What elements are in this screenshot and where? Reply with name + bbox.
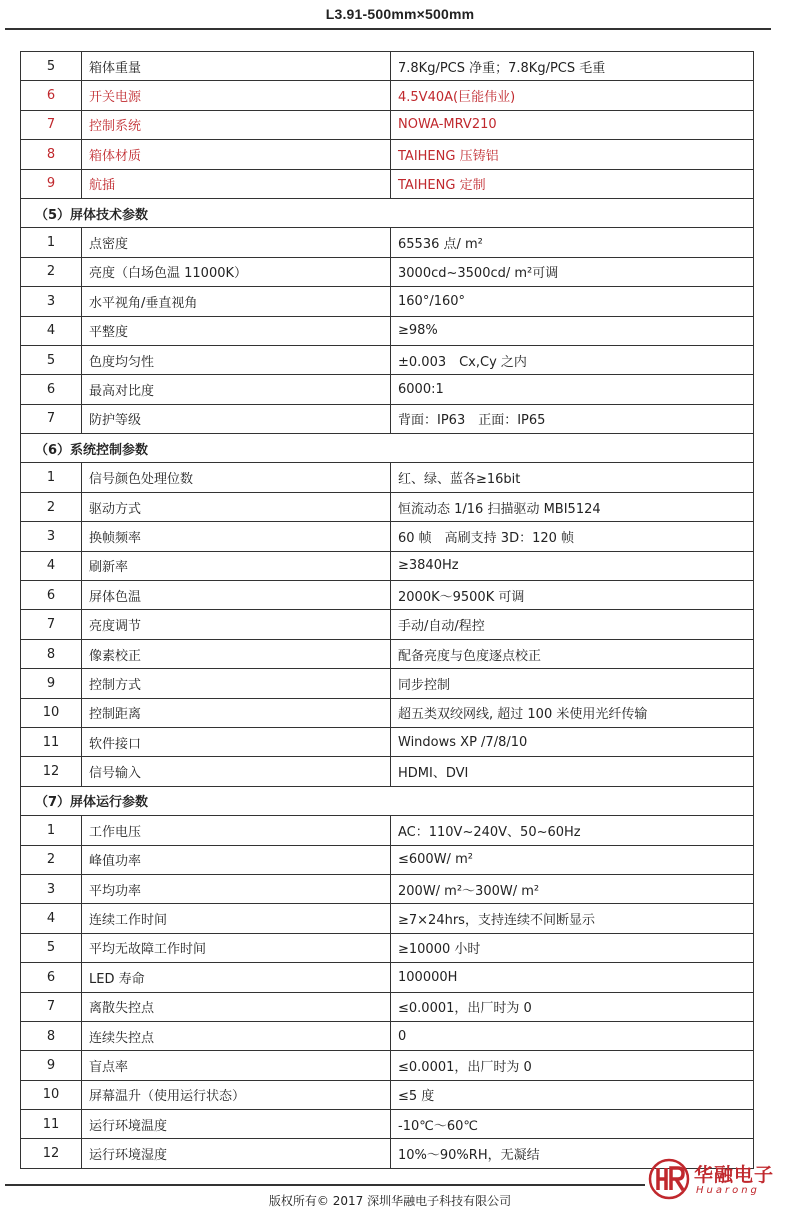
- table-row: [21, 492, 754, 521]
- row-number: 8: [21, 140, 82, 169]
- row-number: 1: [21, 816, 82, 845]
- param-value: 10%～90%RH，无凝结: [391, 1139, 754, 1168]
- param-name: 箱体重量: [82, 52, 391, 81]
- header-divider: [5, 28, 771, 30]
- row-number: 7: [21, 992, 82, 1021]
- table-row: [21, 1051, 754, 1080]
- param-value: ≤0.0001，出厂时为 0: [391, 992, 754, 1021]
- footer-divider: [5, 1184, 645, 1186]
- param-value: TAIHENG 定制: [391, 169, 754, 198]
- logo-chinese-text: 华融电子: [694, 1164, 775, 1186]
- param-value: ≤5 度: [391, 1080, 754, 1109]
- row-number: 6: [21, 375, 82, 404]
- param-value: NOWA-MRV210: [391, 110, 754, 139]
- param-value: 100000H: [391, 963, 754, 992]
- row-number: 5: [21, 52, 82, 81]
- table-row: [21, 1021, 754, 1050]
- table-row: [21, 1139, 754, 1168]
- row-number: 4: [21, 551, 82, 580]
- param-name: 运行环境温度: [82, 1110, 391, 1139]
- company-logo: [648, 1158, 788, 1204]
- param-name: 亮度（白场色温 11000K）: [82, 257, 391, 286]
- table-row: [21, 81, 754, 110]
- param-name: 水平视角/垂直视角: [82, 287, 391, 316]
- row-number: 4: [21, 904, 82, 933]
- param-name: 点密度: [82, 228, 391, 257]
- param-name: 屏幕温升（使用运行状态）: [82, 1080, 391, 1109]
- param-name: 最高对比度: [82, 375, 391, 404]
- param-value: 0: [391, 1021, 754, 1050]
- param-value: Windows XP /7/8/10: [391, 727, 754, 756]
- param-name: 像素校正: [82, 639, 391, 668]
- row-number: 2: [21, 257, 82, 286]
- table-row: [21, 581, 754, 610]
- param-value: 200W/ m²～300W/ m²: [391, 874, 754, 903]
- row-number: 2: [21, 492, 82, 521]
- param-value: ≤0.0001，出厂时为 0: [391, 1051, 754, 1080]
- table-row: [21, 874, 754, 903]
- param-name: 控制系统: [82, 110, 391, 139]
- row-number: 4: [21, 316, 82, 345]
- table-row: [21, 933, 754, 962]
- param-value: ±0.003 Cx,Cy 之内: [391, 345, 754, 374]
- row-number: 10: [21, 1080, 82, 1109]
- table-row: [21, 375, 754, 404]
- param-value: 7.8Kg/PCS 净重；7.8Kg/PCS 毛重: [391, 52, 754, 81]
- table-row: [21, 257, 754, 286]
- param-name: 亮度调节: [82, 610, 391, 639]
- logo-english-text: Huarong: [696, 1185, 760, 1196]
- row-number: 9: [21, 669, 82, 698]
- param-value: 超五类双绞网线, 超过 100 米使用光纤传输: [391, 698, 754, 727]
- row-number: 6: [21, 581, 82, 610]
- param-value: ≥10000 小时: [391, 933, 754, 962]
- table-row: [21, 287, 754, 316]
- param-value: AC：110V~240V、50~60Hz: [391, 816, 754, 845]
- param-name: 控制方式: [82, 669, 391, 698]
- param-value: 65536 点/ m²: [391, 228, 754, 257]
- param-value: ≥98%: [391, 316, 754, 345]
- row-number: 6: [21, 963, 82, 992]
- param-value: 160°/160°: [391, 287, 754, 316]
- param-value: 2000K～9500K 可调: [391, 581, 754, 610]
- row-number: 11: [21, 1110, 82, 1139]
- param-value: 3000cd~3500cd/ m²可调: [391, 257, 754, 286]
- param-value: 手动/自动/程控: [391, 610, 754, 639]
- param-name: 色度均匀性: [82, 345, 391, 374]
- param-name: 软件接口: [82, 727, 391, 756]
- table-row: [21, 992, 754, 1021]
- row-number: 1: [21, 463, 82, 492]
- table-row: [21, 316, 754, 345]
- hr-logo-icon: [648, 1158, 690, 1200]
- table-row: [21, 1110, 754, 1139]
- table-row: [21, 845, 754, 874]
- row-number: 10: [21, 698, 82, 727]
- param-name: 平均功率: [82, 874, 391, 903]
- row-number: 8: [21, 1021, 82, 1050]
- param-name: 盲点率: [82, 1051, 391, 1080]
- param-name: 换帧频率: [82, 522, 391, 551]
- table-row: [21, 1080, 754, 1109]
- param-name: 驱动方式: [82, 492, 391, 521]
- param-name: 连续工作时间: [82, 904, 391, 933]
- param-value: 红、绿、蓝各≥16bit: [391, 463, 754, 492]
- param-name: 运行环境湿度: [82, 1139, 391, 1168]
- table-row: [21, 610, 754, 639]
- row-number: 5: [21, 933, 82, 962]
- row-number: 1: [21, 228, 82, 257]
- row-number: 2: [21, 845, 82, 874]
- param-value: 4.5V40A(巨能伟业): [391, 81, 754, 110]
- row-number: 12: [21, 1139, 82, 1168]
- table-row: [21, 963, 754, 992]
- table-row: [21, 110, 754, 139]
- table-row: [21, 727, 754, 756]
- table-row: [21, 522, 754, 551]
- param-value: ≥7×24hrs，支持连续不间断显示: [391, 904, 754, 933]
- document-title: L3.91-500mm×500mm: [325, 6, 475, 22]
- table-row: [21, 904, 754, 933]
- param-value: 背面：IP63 正面：IP65: [391, 404, 754, 433]
- row-number: 12: [21, 757, 82, 786]
- param-name: 连续失控点: [82, 1021, 391, 1050]
- param-value: ≥3840Hz: [391, 551, 754, 580]
- table-row: [21, 669, 754, 698]
- row-number: 11: [21, 727, 82, 756]
- param-name: 防护等级: [82, 404, 391, 433]
- param-name: 平整度: [82, 316, 391, 345]
- param-value: 60 帧 高刷支持 3D：120 帧: [391, 522, 754, 551]
- param-name: 箱体材质: [82, 140, 391, 169]
- table-row: [21, 169, 754, 198]
- table-row: [21, 463, 754, 492]
- table-row: [21, 345, 754, 374]
- row-number: 7: [21, 404, 82, 433]
- table-row: [21, 698, 754, 727]
- row-number: 7: [21, 610, 82, 639]
- param-name: 离散失控点: [82, 992, 391, 1021]
- section-header-row: [21, 434, 754, 463]
- row-number: 6: [21, 81, 82, 110]
- table-row: [21, 140, 754, 169]
- param-name: 屏体色温: [82, 581, 391, 610]
- param-value: HDMI、DVI: [391, 757, 754, 786]
- param-value: 同步控制: [391, 669, 754, 698]
- param-value: 配备亮度与色度逐点校正: [391, 639, 754, 668]
- copyright-text: 版权所有© 2017 深圳华融电子科技有限公司: [268, 1194, 512, 1208]
- row-number: 3: [21, 874, 82, 903]
- param-name: 信号颜色处理位数: [82, 463, 391, 492]
- param-name: 工作电压: [82, 816, 391, 845]
- param-value: ≤600W/ m²: [391, 845, 754, 874]
- table-row: [21, 639, 754, 668]
- param-name: 开关电源: [82, 81, 391, 110]
- param-name: 平均无故障工作时间: [82, 933, 391, 962]
- section-title: （5）屏体技术参数: [21, 198, 754, 227]
- row-number: 5: [21, 345, 82, 374]
- param-name: 刷新率: [82, 551, 391, 580]
- table-row: [21, 228, 754, 257]
- spec-table: [20, 51, 754, 1169]
- table-row: [21, 757, 754, 786]
- section-title: （7）屏体运行参数: [21, 786, 754, 815]
- spec-table-body: [21, 52, 754, 1169]
- param-name: LED 寿命: [82, 963, 391, 992]
- param-value: -10℃～60℃: [391, 1110, 754, 1139]
- section-title: （6）系统控制参数: [21, 434, 754, 463]
- row-number: 3: [21, 522, 82, 551]
- row-number: 3: [21, 287, 82, 316]
- section-header-row: [21, 198, 754, 227]
- row-number: 9: [21, 169, 82, 198]
- row-number: 8: [21, 639, 82, 668]
- param-value: 6000:1: [391, 375, 754, 404]
- table-row: [21, 52, 754, 81]
- row-number: 9: [21, 1051, 82, 1080]
- table-row: [21, 816, 754, 845]
- table-row: [21, 404, 754, 433]
- param-name: 信号输入: [82, 757, 391, 786]
- table-row: [21, 551, 754, 580]
- param-name: 峰值功率: [82, 845, 391, 874]
- param-name: 控制距离: [82, 698, 391, 727]
- param-value: TAIHENG 压铸铝: [391, 140, 754, 169]
- row-number: 7: [21, 110, 82, 139]
- section-header-row: [21, 786, 754, 815]
- param-value: 恒流动态 1/16 扫描驱动 MBI5124: [391, 492, 754, 521]
- param-name: 航插: [82, 169, 391, 198]
